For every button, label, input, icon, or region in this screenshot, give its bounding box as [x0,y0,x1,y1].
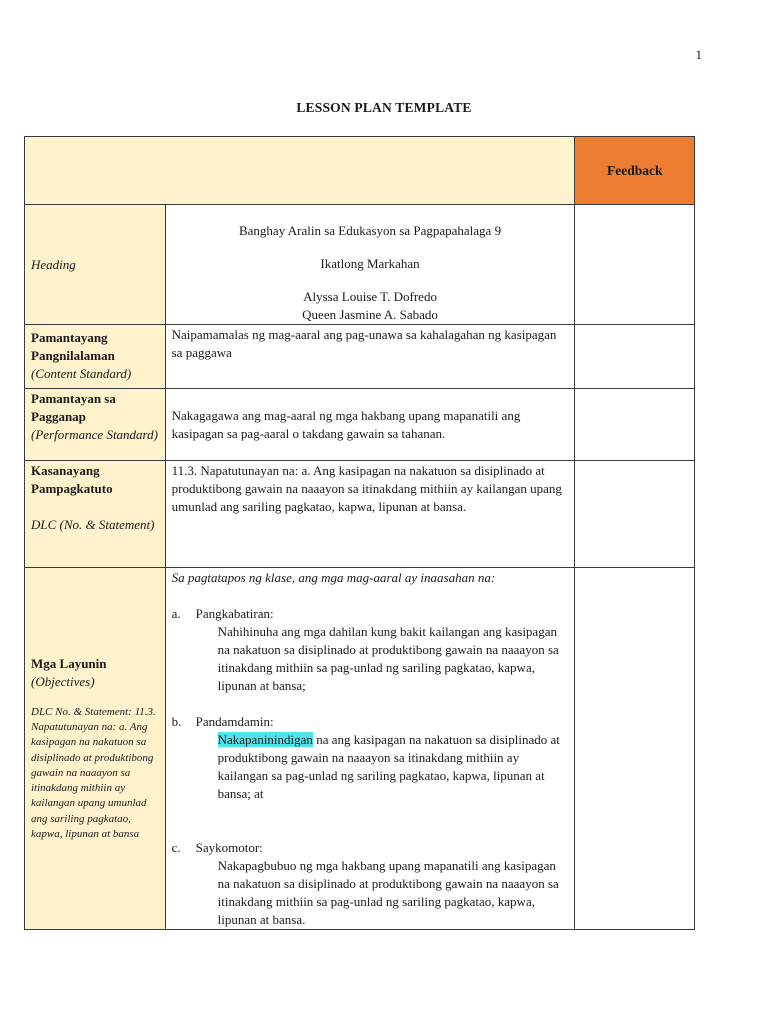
heading-course-line: Banghay Aralin sa Edukasyon sa Pagpapahalaga 9 [238,223,502,238]
objective-letter: c. [171,840,181,855]
heading-content [165,205,575,325]
performance-standard-label-en: (Performance Standard) [31,427,158,442]
objective-item-cognitive [172,605,569,695]
content-standard-label: Pamantayang Pangnilalaman [31,330,115,363]
highlighted-word: Nakapaninindigan [217,732,313,747]
competency-label-en: DLC (No. & Statement) [31,517,155,532]
feedback-cell-heading[interactable] [575,205,695,325]
page-number: 1 [695,47,702,62]
content-standard-text: Naipamamalas ng mag-aaral ang pag-unawa sa kahalagahan ng kasipagan sa paggawa [165,325,575,389]
objectives-intro: Sa pagtatapos ng klase, ang mga mag-aaral ay inaasahan na: [171,570,496,585]
objectives-dlc-note: DLC No. & Statement: 11.3. Napatutunayan na: a. Ang kasipagan na nakatuon sa disiplinado at produktibong gawain na naaayon sa itinakdang mithiin ay kailangan upang umunlad ang sariling pagkatao, kapwa, lipunan at bansa [31,706,156,840]
objectives-label: Mga Layunin [31,656,107,672]
objectives-label-cell [25,568,166,930]
performance-standard-row [25,389,695,461]
page-title: LESSON PLAN TEMPLATE [296,100,472,115]
heading-row [25,205,695,325]
objectives-content [165,568,575,930]
heading-author-2: Queen Jasmine A. Sabado [302,307,438,322]
objective-name: Saykomotor: [195,840,263,855]
objective-letter: b. [171,714,182,729]
competency-label: Kasanayang Pampagkatuto [31,463,113,496]
feedback-cell-content-standard[interactable] [575,325,695,389]
objectives-row [25,568,695,930]
objectives-list [172,605,569,929]
objective-name: Pandamdamin: [195,714,274,729]
content-standard-label-cell [25,325,166,389]
feedback-cell-competency[interactable] [575,461,695,568]
feedback-cell-performance-standard[interactable] [575,389,695,461]
performance-standard-label-cell [25,389,166,461]
table-header-row [25,137,695,205]
content-standard-label-en: (Content Standard) [31,366,132,381]
competency-text: 11.3. Napatutunayan na: a. Ang kasipagan na nakatuon sa disiplinado at produktibong gawain na naaayon sa itinakdang mithiin ay kailangan upang umunlad ang sariling pagkatao, kapwa, lipunan at bansa. [165,461,575,568]
objective-letter: a. [171,606,181,621]
heading-label: Heading [25,205,166,325]
heading-quarter-line: Ikatlong Markahan [320,256,420,271]
objective-name: Pangkabatiran: [195,606,274,621]
header-blank-cell [25,137,575,205]
objective-body: Nahihinuha ang mga dahilan kung bakit kailangan ang kasipagan na nakatuon sa disiplinado at produktibong gawain na naaayon sa itinakdang mithiin sa pag-unlad ng sariling pagkatao, kapwa, lipunan at bansa; [217,624,559,693]
content-standard-row [25,325,695,389]
competency-label-cell [25,461,166,568]
objective-body: Nakapagbubuo ng mga hakbang upang mapanatili ang kasipagan na nakatuon sa disiplinado at produktibong gawain na naaayon sa itinakdang mithiin sa pag-unlad ng sariling pagkatao, kapwa, lipunan at bansa. [217,858,559,927]
competency-row [25,461,695,568]
objective-body-wrapper [196,731,569,803]
objectives-label-en: (Objectives) [31,674,95,690]
performance-standard-label: Pamantayan sa Pagganap [31,391,116,424]
objective-body: na ang kasipagan na nakatuon sa disiplinado at produktibong gawain na naaayon sa itinakdang mithiin ay kailangan sa pag-unlad ng sariling pagkatao, kapwa, lipunan at bansa; at [217,732,560,801]
lesson-plan-table [24,136,695,930]
objective-item-affective [172,713,569,803]
heading-author-1: Alyssa Louise T. Dofredo [303,289,437,304]
feedback-header: Feedback [575,137,695,205]
objective-item-psychomotor [172,839,569,929]
feedback-cell-objectives[interactable] [575,568,695,930]
performance-standard-text: Nakagagawa ang mag-aaral ng mga hakbang upang mapanatili ang kasipagan sa pag-aaral o takdang gawain sa tahanan. [165,389,575,461]
